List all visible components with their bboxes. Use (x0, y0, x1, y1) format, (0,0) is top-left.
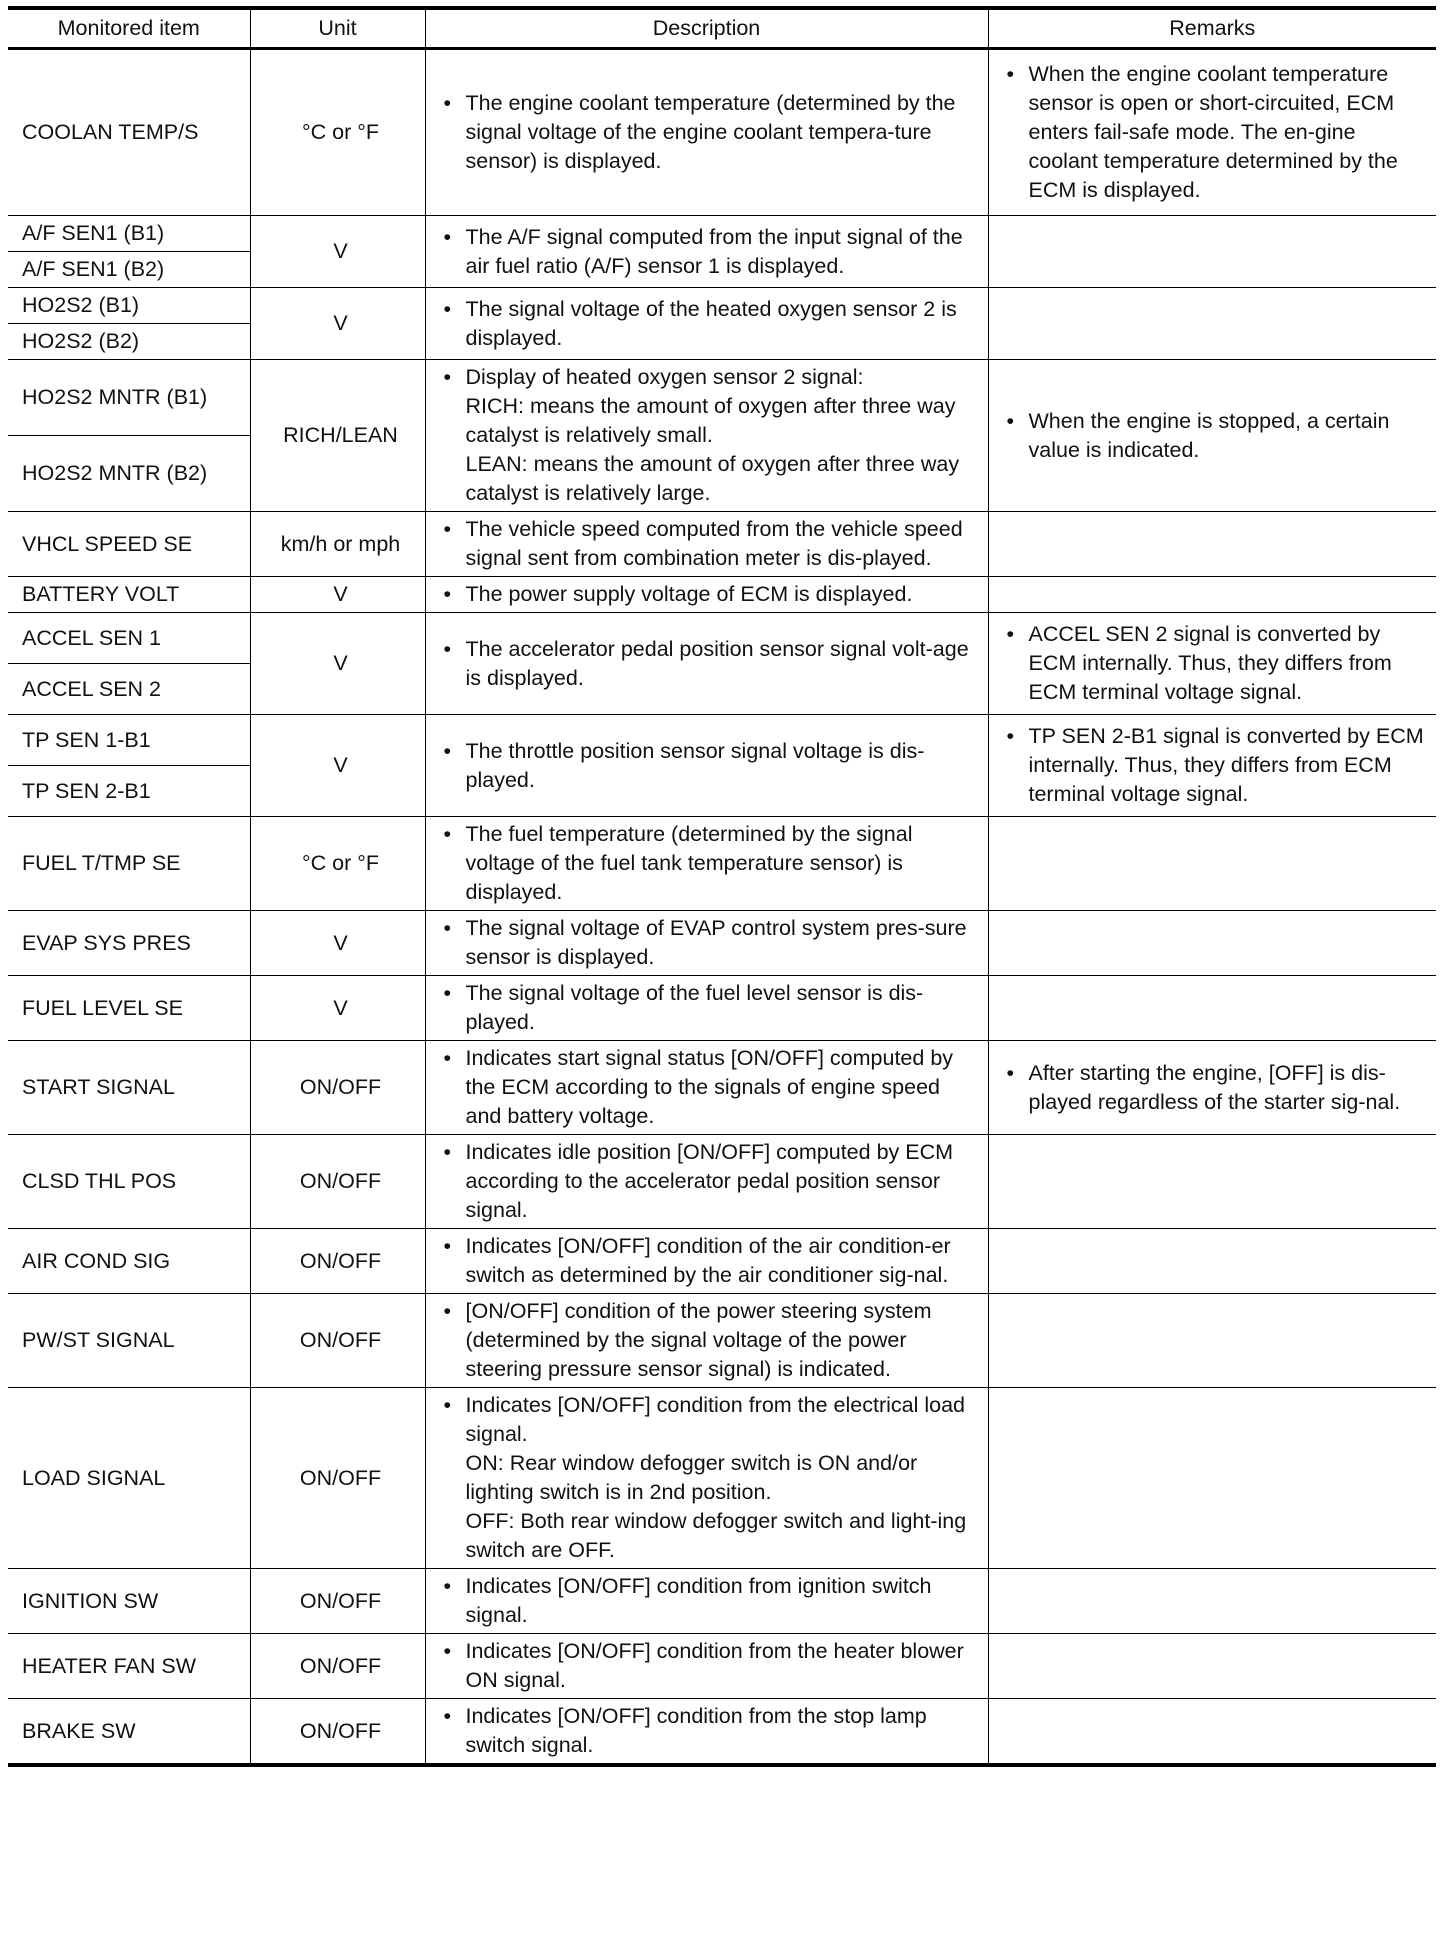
monitored-item-cell: LOAD SIGNAL (8, 1388, 250, 1569)
table-row (8, 1699, 1436, 1766)
description-bullet (440, 737, 980, 795)
description-bullet (440, 1637, 980, 1695)
unit-cell: km/h or mph (250, 512, 425, 577)
table-row (8, 1135, 1436, 1229)
description-text: • The signal voltage of the fuel level sensor is dis-played. (465, 981, 924, 1034)
table-row (8, 288, 1436, 324)
table-row (8, 1388, 1436, 1569)
description-cell (425, 976, 988, 1041)
description-cell (425, 512, 988, 577)
header-remarks: Remarks (988, 8, 1436, 49)
table-row (8, 715, 1436, 766)
header-description: Description (425, 8, 988, 49)
description-bullet (440, 1572, 980, 1630)
description-text: • The accelerator pedal position sensor signal volt-age is displayed. (465, 636, 969, 690)
remarks-cell (988, 1569, 1436, 1634)
description-bullet (440, 1232, 980, 1290)
description-bullet (440, 820, 980, 907)
description-cell (425, 1634, 988, 1699)
monitored-item-cell: EVAP SYS PRES (8, 911, 250, 976)
remarks-cell (988, 577, 1436, 613)
unit-cell: V (250, 577, 425, 613)
unit-cell: V (250, 216, 425, 288)
description-text: LEAN: means the amount of oxygen after three way catalyst is relatively large. (465, 452, 960, 505)
monitored-item-cell: TP SEN 1-B1 (8, 715, 250, 766)
monitored-item-cell: ACCEL SEN 1 (8, 613, 250, 664)
header-unit: Unit (250, 8, 425, 49)
remark-text: • When the engine is stopped, a certain value is indicated. (1028, 408, 1390, 462)
description-text: • The power supply voltage of ECM is displayed. (465, 582, 913, 606)
description-bullet (440, 914, 980, 972)
monitored-item-cell: AIR COND SIG (8, 1229, 250, 1294)
unit-cell: V (250, 715, 425, 817)
description-text: • Indicates start signal status [ON/OFF] computed by the ECM according to the signals of engine speed and battery voltage. (465, 1046, 954, 1128)
table-row (8, 1569, 1436, 1634)
remark-text: • After starting the engine, [OFF] is dis-played regardless of the starter sig-nal. (1028, 1060, 1401, 1114)
table-row (8, 911, 1436, 976)
remark-text: • When the engine coolant temperature sensor is open or short-circuited, ECM enters fail-safe mode. The en-gine coolant temperature determined by the ECM is displayed. (1028, 62, 1398, 202)
monitored-item-cell: BATTERY VOLT (8, 577, 250, 613)
description-cell (425, 1388, 988, 1569)
remarks-cell (988, 288, 1436, 360)
unit-cell: V (250, 613, 425, 715)
unit-cell: V (250, 976, 425, 1041)
monitored-item-cell: START SIGNAL (8, 1041, 250, 1135)
description-bullet (440, 1044, 980, 1131)
table-row (8, 613, 1436, 664)
remarks-cell (988, 817, 1436, 911)
remarks-cell (988, 1388, 1436, 1569)
remarks-cell (988, 512, 1436, 577)
description-cell (425, 288, 988, 360)
remark-bullet (1003, 407, 1429, 465)
table-row (8, 360, 1436, 436)
monitored-item-cell: HO2S2 MNTR (B1) (8, 360, 250, 436)
description-bullet (440, 223, 980, 281)
header-monitored-item: Monitored item (8, 8, 250, 49)
monitor-table-page (8, 6, 1436, 1767)
unit-cell: ON/OFF (250, 1294, 425, 1388)
table-row (8, 817, 1436, 911)
description-bullet (440, 1702, 980, 1760)
description-text: ON: Rear window defogger switch is ON and/or lighting switch is in 2nd position. (465, 1451, 918, 1504)
unit-cell: ON/OFF (250, 1229, 425, 1294)
description-text: • Indicates idle position [ON/OFF] computed by ECM according to the accelerator pedal position sensor signal. (465, 1140, 954, 1222)
table-row (8, 1229, 1436, 1294)
remarks-cell (988, 1294, 1436, 1388)
monitored-item-cell: TP SEN 2-B1 (8, 766, 250, 817)
description-bullet (440, 979, 980, 1037)
description-text: • The fuel temperature (determined by the signal voltage of the fuel tank temperature sensor) is displayed. (465, 822, 913, 904)
table-row (8, 216, 1436, 252)
monitored-item-cell: HO2S2 (B1) (8, 288, 250, 324)
description-cell (425, 1229, 988, 1294)
table-row (8, 577, 1436, 613)
monitored-item-cell: ACCEL SEN 2 (8, 664, 250, 715)
description-text: • The throttle position sensor signal voltage is dis-played. (465, 738, 925, 792)
remark-text: • TP SEN 2-B1 signal is converted by ECM internally. Thus, they differs from ECM terminal voltage signal. (1028, 724, 1424, 806)
remark-bullet (1003, 1059, 1429, 1117)
description-text: • [ON/OFF] condition of the power steering system (determined by the signal voltage of the power steering pressure sensor signal) is indicated. (465, 1299, 932, 1381)
remarks-cell (988, 1229, 1436, 1294)
description-text: • Indicates [ON/OFF] condition of the air condition-er switch as determined by the air conditioner sig-nal. (465, 1234, 951, 1287)
remarks-cell (988, 49, 1436, 216)
table-row (8, 1041, 1436, 1135)
unit-cell: ON/OFF (250, 1634, 425, 1699)
unit-cell: ON/OFF (250, 1388, 425, 1569)
remarks-cell (988, 1699, 1436, 1766)
remarks-cell (988, 976, 1436, 1041)
description-cell (425, 715, 988, 817)
monitored-item-cell: FUEL LEVEL SE (8, 976, 250, 1041)
description-text: RICH: means the amount of oxygen after three way catalyst is relatively small. (465, 394, 956, 447)
remarks-cell (988, 1634, 1436, 1699)
description-cell (425, 1569, 988, 1634)
unit-cell: V (250, 288, 425, 360)
remarks-cell (988, 911, 1436, 976)
description-text: • Indicates [ON/OFF] condition from the stop lamp switch signal. (465, 1704, 927, 1757)
table-row (8, 512, 1436, 577)
table-row (8, 1634, 1436, 1699)
monitored-item-cell: A/F SEN1 (B2) (8, 252, 250, 288)
monitored-item-cell: COOLAN TEMP/S (8, 49, 250, 216)
remarks-cell (988, 1135, 1436, 1229)
description-bullet (440, 89, 980, 176)
description-text: • The engine coolant temperature (determined by the signal voltage of the engine coolant tempera-ture sensor) is displayed. (465, 91, 956, 173)
description-cell (425, 817, 988, 911)
unit-cell: RICH/LEAN (250, 360, 425, 512)
remark-text: • ACCEL SEN 2 signal is converted by ECM internally. Thus, they differs from ECM terminal voltage signal. (1028, 622, 1392, 704)
remarks-cell (988, 715, 1436, 817)
unit-cell: ON/OFF (250, 1569, 425, 1634)
description-bullet (440, 363, 980, 508)
description-bullet (440, 635, 980, 693)
description-text: • The A/F signal computed from the input signal of the air fuel ratio (A/F) sensor 1 is displayed. (465, 224, 963, 278)
description-cell (425, 216, 988, 288)
unit-cell: ON/OFF (250, 1041, 425, 1135)
monitored-item-cell: HEATER FAN SW (8, 1634, 250, 1699)
monitored-item-cell: CLSD THL POS (8, 1135, 250, 1229)
description-text: • Indicates [ON/OFF] condition from the heater blower ON signal. (465, 1639, 964, 1692)
description-text: OFF: Both rear window defogger switch and light-ing switch are OFF. (465, 1509, 967, 1562)
description-text: • Indicates [ON/OFF] condition from ignition switch signal. (465, 1574, 932, 1627)
unit-cell: ON/OFF (250, 1699, 425, 1766)
description-cell (425, 577, 988, 613)
remark-bullet (1003, 722, 1429, 809)
remark-bullet (1003, 620, 1429, 707)
description-cell (425, 1699, 988, 1766)
description-cell (425, 613, 988, 715)
description-text: • The signal voltage of EVAP control system pres-sure sensor is displayed. (465, 916, 967, 969)
description-cell (425, 360, 988, 512)
description-cell (425, 1294, 988, 1388)
monitored-item-cell: BRAKE SW (8, 1699, 250, 1766)
unit-cell: °C or °F (250, 817, 425, 911)
description-text: • Indicates [ON/OFF] condition from the electrical load signal. (465, 1393, 965, 1446)
description-bullet (440, 580, 980, 609)
remarks-cell (988, 613, 1436, 715)
description-bullet (440, 515, 980, 573)
monitored-item-cell: A/F SEN1 (B1) (8, 216, 250, 252)
description-bullet (440, 1138, 980, 1225)
remarks-cell (988, 360, 1436, 512)
remarks-cell (988, 1041, 1436, 1135)
header-row (8, 8, 1436, 49)
description-bullet (440, 1391, 980, 1565)
unit-cell: °C or °F (250, 49, 425, 216)
monitored-item-cell: HO2S2 (B2) (8, 324, 250, 360)
table-row (8, 1294, 1436, 1388)
description-cell (425, 1135, 988, 1229)
table-row (8, 976, 1436, 1041)
remarks-cell (988, 216, 1436, 288)
monitored-item-cell: HO2S2 MNTR (B2) (8, 436, 250, 512)
monitored-item-cell: FUEL T/TMP SE (8, 817, 250, 911)
table-body (8, 49, 1436, 1766)
description-text: • Display of heated oxygen sensor 2 signal: (465, 365, 864, 389)
description-cell (425, 49, 988, 216)
unit-cell: ON/OFF (250, 1135, 425, 1229)
description-text: • The signal voltage of the heated oxygen sensor 2 is displayed. (465, 296, 957, 350)
description-cell (425, 1041, 988, 1135)
remark-bullet (1003, 60, 1429, 205)
description-bullet (440, 1297, 980, 1384)
monitored-item-cell: PW/ST SIGNAL (8, 1294, 250, 1388)
monitored-item-cell: VHCL SPEED SE (8, 512, 250, 577)
unit-cell: V (250, 911, 425, 976)
description-text: • The vehicle speed computed from the vehicle speed signal sent from combination meter is dis-played. (465, 517, 963, 570)
table-row (8, 49, 1436, 216)
monitored-item-cell: IGNITION SW (8, 1569, 250, 1634)
description-cell (425, 911, 988, 976)
description-bullet (440, 295, 980, 353)
monitored-items-table (8, 6, 1436, 1767)
